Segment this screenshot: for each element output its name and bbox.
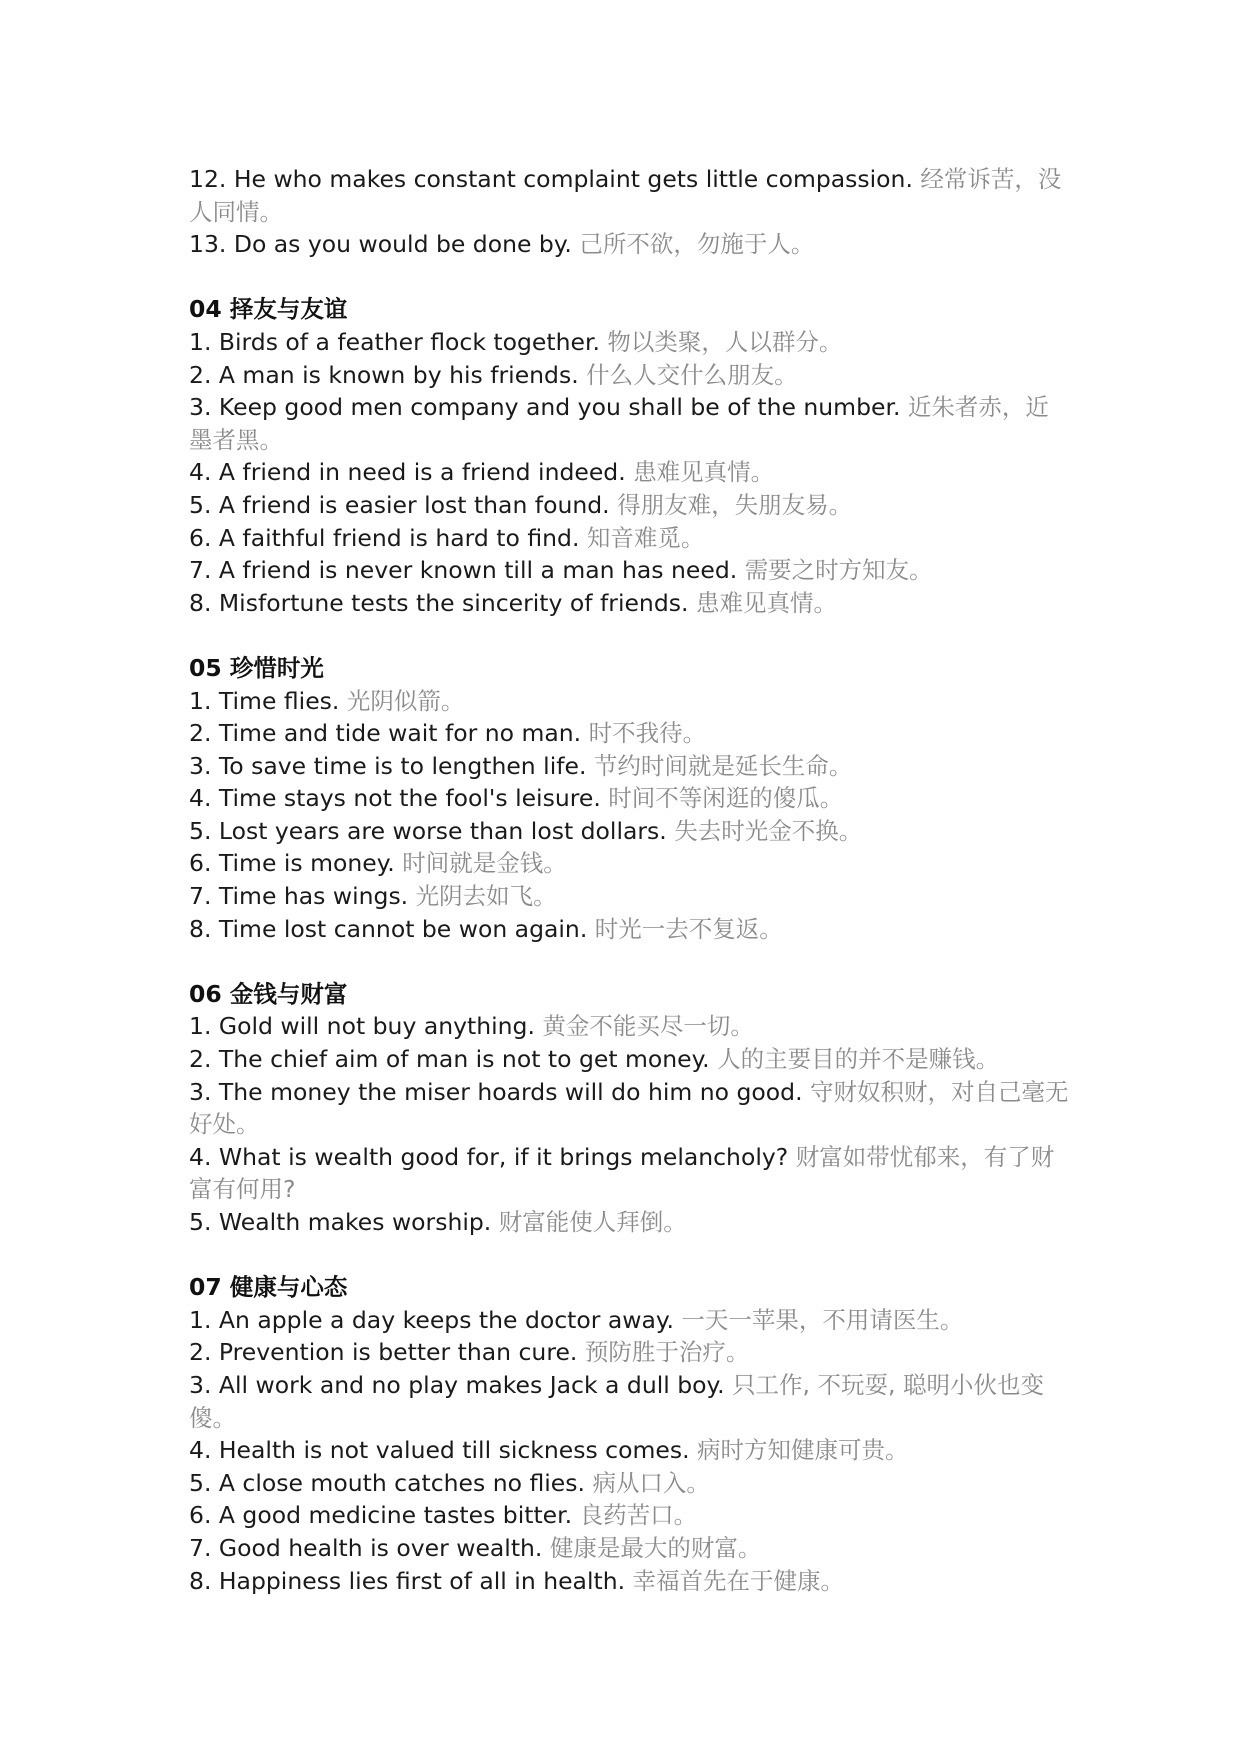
proverb-chinese: 患难见真情。 [695,588,837,617]
list-item [189,228,1069,261]
list-item [189,522,1069,555]
proverb-chinese: 健康是最大的财富。 [549,1533,762,1562]
proverb-chinese: 病从口入。 [592,1468,710,1497]
proverb-chinese: 守财奴积财，对自己毫无好处。 [189,1077,1069,1139]
proverb-chinese: 近朱者赤，近墨者黑。 [189,393,1049,454]
list-item [189,359,1069,392]
proverb-chinese: 预防胜于治疗。 [584,1338,750,1367]
section-heading: 06 金钱与财富 [189,979,348,1008]
list-item [189,1369,1069,1434]
section-friendship [189,293,1069,619]
list-item [189,1499,1069,1532]
section-heading: 05 珍惜时光 [189,653,324,682]
list-item [189,326,1069,359]
section-time [189,652,1069,945]
proverb-english: 5. A friend is easier lost than found. [189,490,610,519]
proverb-english: 4. What is wealth good for, if it brings melancholy? [189,1142,789,1171]
proverb-chinese: 人的主要目的并不是赚钱。 [717,1045,1000,1074]
list-item [189,1206,1069,1239]
proverb-chinese: 知音难觅。 [586,523,705,552]
proverb-english: 1. Time flies. [189,686,340,715]
proverb-chinese: 时不我待。 [588,719,707,748]
proverb-english: 8. Misfortune tests the sincerity of friends. [189,588,689,617]
proverb-chinese: 己所不欲，勿施于人。 [579,230,815,259]
list-item [189,1010,1069,1043]
proverb-chinese: 光阴似箭。 [346,686,465,715]
proverb-english: 4. A friend in need is a friend indeed. [189,458,626,487]
list-item [189,391,1069,456]
section-gap [189,261,1069,294]
list-item [189,554,1069,587]
proverb-english: 2. Prevention is better than cure. [189,1338,578,1367]
section-health [189,1271,1069,1597]
list-item [189,815,1069,848]
list-item [189,913,1069,946]
proverb-english: 3. Keep good men company and you shall be of the number. [189,393,901,422]
proverb-chinese: 黄金不能买尽一切。 [542,1012,754,1041]
proverb-chinese: 病时方知健康可贵。 [697,1436,909,1465]
section-gap [189,1239,1069,1272]
proverb-english: 4. Time stays not the fool's leisure. [189,784,601,813]
proverb-english: 2. A man is known by his friends. [189,360,579,389]
document-page [189,163,1069,1597]
list-item [189,1532,1069,1565]
proverb-chinese: 财富能使人拜倒。 [498,1208,687,1236]
list-item [189,456,1069,489]
proverb-chinese: 物以类聚，人以群分。 [607,327,843,356]
section-heading: 07 健康与心态 [189,1273,348,1302]
section-gap [189,619,1069,652]
list-item [189,1434,1069,1467]
list-item [189,880,1069,913]
proverb-chinese: 时间不等闲逛的傻瓜。 [608,784,844,813]
proverb-english: 1. Gold will not buy anything. [189,1012,535,1041]
section-money [189,978,1069,1239]
proverb-chinese: 只工作, 不玩耍, 聪明小伙也变傻。 [189,1370,1044,1432]
proverb-chinese: 财富如带忧郁来，有了财富有何用? [189,1142,1055,1204]
proverb-chinese: 得朋友难，失朋友易。 [617,490,853,519]
proverb-english: 2. Time and tide wait for no man. [189,719,582,748]
list-item [189,489,1069,522]
list-item [189,1141,1069,1206]
proverb-english: 5. Wealth makes worship. [189,1208,492,1236]
list-item [189,1336,1069,1369]
section-heading: 04 择友与友谊 [189,295,348,324]
list-item [189,1043,1069,1076]
proverb-english: 6. Time is money. [189,849,395,878]
list-item [189,587,1069,620]
proverb-chinese: 需要之时方知友。 [744,556,933,585]
proverb-english: 3. To save time is to lengthen life. [189,751,587,780]
proverb-english: 7. A friend is never known till a man has need. [189,556,738,585]
proverb-english: 13. Do as you would be done by. [189,230,572,259]
list-item [189,1467,1069,1500]
proverb-chinese: 节约时间就是延长生命。 [593,751,853,780]
proverb-chinese: 良药苦口。 [579,1501,698,1530]
proverb-english: 6. A good medicine tastes bitter. [189,1501,573,1530]
proverb-chinese: 什么人交什么朋友。 [586,360,798,389]
list-item [189,1076,1069,1141]
proverb-chinese: 患难见真情。 [633,458,775,487]
proverb-chinese: 时光一去不复返。 [594,914,783,943]
proverb-chinese: 经常诉苦，没人同情。 [189,165,1062,226]
list-item [189,163,1069,228]
proverb-english: 3. All work and no play makes Jack a dull boy. [189,1370,725,1399]
proverb-english: 8. Time lost cannot be won again. [189,914,588,943]
proverb-english: 8. Happiness lies first of all in health. [189,1566,626,1595]
proverb-chinese: 失去时光金不换。 [674,816,863,845]
proverb-english: 5. A close mouth catches no flies. [189,1468,585,1497]
proverb-english: 12. He who makes constant complaint gets little compassion. [189,165,913,193]
proverb-english: 5. Lost years are worse than lost dollars. [189,816,667,845]
list-item [189,750,1069,783]
proverb-english: 3. The money the miser hoards will do him no good. [189,1077,803,1106]
proverb-chinese: 幸福首先在于健康。 [632,1566,845,1595]
list-item [189,1304,1069,1337]
proverb-english: 6. A faithful friend is hard to find. [189,523,580,552]
intro-list [189,163,1069,261]
proverb-chinese: 时间就是金钱。 [402,849,567,878]
proverb-english: 7. Good health is over wealth. [189,1533,543,1562]
proverb-chinese: 光阴去如飞。 [415,882,557,911]
list-item [189,717,1069,750]
proverb-english: 2. The chief aim of man is not to get money. [189,1045,710,1074]
proverb-chinese: 一天一苹果，不用请医生。 [681,1305,964,1334]
proverb-english: 4. Health is not valued till sickness comes. [189,1436,690,1465]
list-item [189,782,1069,815]
proverb-english: 1. Birds of a feather flock together. [189,327,600,356]
section-gap [189,945,1069,978]
list-item [189,847,1069,880]
list-item [189,1565,1069,1598]
proverb-english: 1. An apple a day keeps the doctor away. [189,1305,674,1334]
list-item [189,685,1069,718]
proverb-english: 7. Time has wings. [189,882,409,911]
